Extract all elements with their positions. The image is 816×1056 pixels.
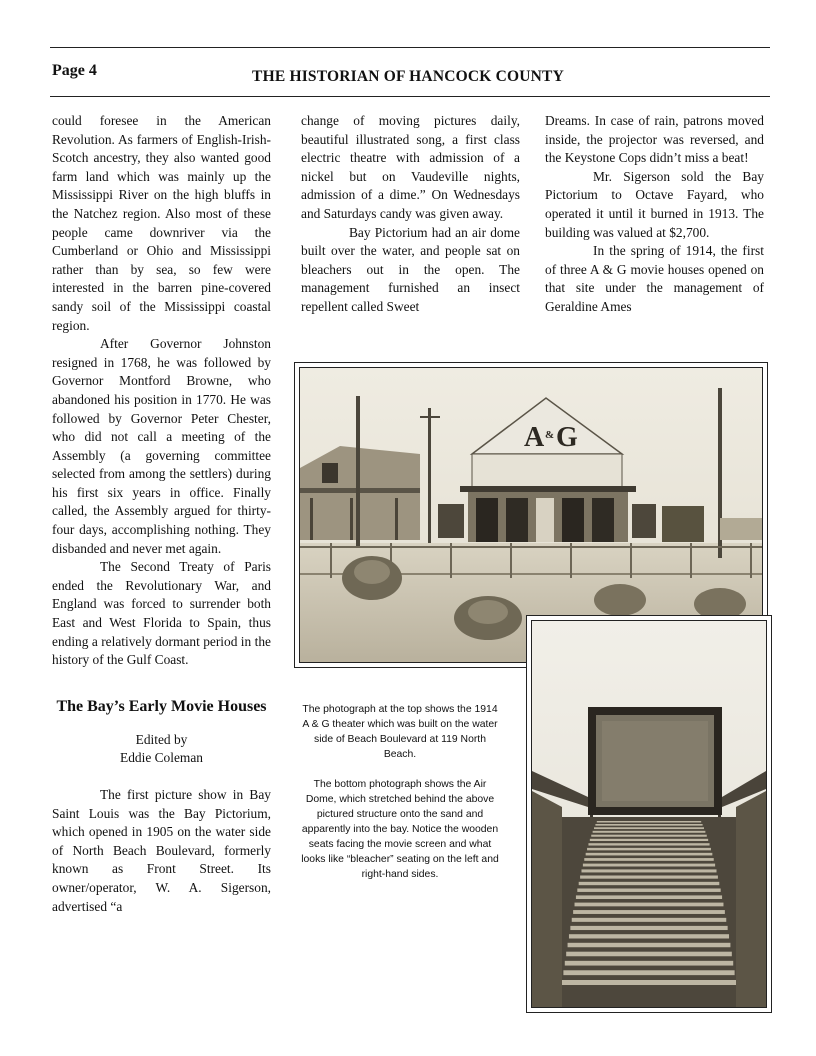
editor-name: Eddie Coleman	[120, 750, 203, 766]
bench-row	[590, 839, 708, 841]
column-3	[545, 112, 764, 317]
bench-row	[580, 875, 718, 878]
bench-row	[572, 918, 727, 922]
bench-row	[569, 934, 729, 938]
col1-paragraph-3: The Second Treaty of Paris ended the Revolutionary War, and England was forced to surrender both East and West Florida to Spain, thus ending a relatively dormant period in the history of the Gulf Coast.	[52, 559, 271, 668]
bench-row	[570, 926, 727, 930]
newsletter-title: THE HISTORIAN OF HANCOCK COUNTY	[252, 68, 564, 85]
bench-row	[586, 853, 713, 856]
bench-row	[595, 824, 702, 826]
bench-row	[581, 869, 716, 872]
bench-row	[583, 864, 715, 867]
bench-row	[566, 952, 732, 957]
ag-sign-letter-a: A	[524, 422, 545, 453]
edited-by-label: Edited by	[135, 731, 188, 747]
ag-sign-letter-g: G	[556, 422, 578, 453]
air-dome-illustration	[532, 621, 766, 1007]
bench-row	[562, 980, 736, 985]
col3-paragraph-2: Mr. Sigerson sold the Bay Pictorium to Octave Fayard, who operated it until it burned in 1913. The building was valued at $2,700.	[545, 168, 764, 240]
photo-air-dome-image	[531, 620, 767, 1008]
col1-paragraph-1: could foresee in the American Revolution. As farmers of English-Irish-Scotch ancestry, they also wanted good farm land which was mainly up the Mississippi River on the high bluffs in the Natchez region. Also most of these people came downriver via the Cumberland or Ohio and Mississippi rather than by sea, so few were interested in the barren pine-covered sandy soil of the Mississippi coastal region.	[52, 113, 271, 333]
col1-paragraph-2: After Governor Johnston resigned in 1768, he was followed by Governor Montford Browne, who abandoned his position in 1770. He was followed by Governor Peter Chester, who did not call a meeting of the Assembly (a governing committee selected from among the settlers) during his first six years in office. Finally called, the Assembly argued for thirty-four days, accomplishing nothing. They disbanded and never met again.	[52, 336, 271, 556]
header-top-rule	[50, 47, 770, 48]
section-title: The Bay’s Early Movie Houses	[56, 697, 267, 715]
header-bottom-rule	[50, 96, 770, 97]
bench-row	[575, 903, 724, 907]
col3-paragraph-3: In the spring of 1914, the first of three A & G movie houses opened on that site under the management of Geraldine Ames	[545, 243, 764, 314]
bench-row	[565, 961, 733, 966]
bench-row	[597, 821, 701, 823]
photo-air-dome	[526, 615, 772, 1013]
column-2	[301, 112, 520, 317]
bench-row	[563, 970, 734, 975]
col1-paragraph-4: The first picture show in Bay Saint Louis was the Bay Pictorium, which opened in 1905 on the water side of North Beach Boulevard, formerly known as Front Street. Its owner/operator, W. A. Sigerson, advertised “a	[52, 787, 271, 914]
bench-row	[579, 882, 720, 885]
bench-row	[588, 843, 709, 845]
bench-row	[587, 848, 711, 850]
bench-row	[593, 831, 706, 833]
bench-row	[584, 858, 713, 861]
col3-paragraph-1: Dreams. In case of rain, patrons moved inside, the projector was reversed, and the Keystone Cops didn’t miss a beat!	[545, 113, 764, 166]
bench-row	[576, 895, 722, 899]
bench-row	[594, 827, 704, 829]
col2-paragraph-1: change of moving pictures daily, beautiful illustrated song, a first class electric theatre with admission of a nickel but on Vaudeville nights, admission of a dime.” On Wednesdays and Saturdays candy was given away.	[301, 113, 520, 221]
ag-sign-ampersand: &	[545, 429, 555, 441]
bench-row	[568, 943, 731, 947]
col2-paragraph-2: Bay Pictorium had an air dome built over the water, and people sat on bleachers out in the open. The management furnished an insect repellent called Sweet	[301, 224, 520, 314]
bench-row	[573, 910, 725, 914]
column-1	[52, 112, 271, 916]
caption-paragraph-1: The photograph at the top shows the 1914 A & G theater which was built on the water side of Beach Boulevard at 119 North Beach.	[302, 704, 498, 760]
bench-row	[591, 835, 707, 837]
bench-row	[577, 888, 720, 891]
photo-caption	[300, 702, 500, 882]
page-number: Page 4	[52, 62, 97, 79]
caption-paragraph-2: The bottom photograph shows the Air Dome, which stretched behind the above pictured structure onto the sand and apparently into the bay. Notice the wooden seats facing the movie screen and what looks like “bleacher” seating on the left and right-hand sides.	[301, 779, 499, 880]
